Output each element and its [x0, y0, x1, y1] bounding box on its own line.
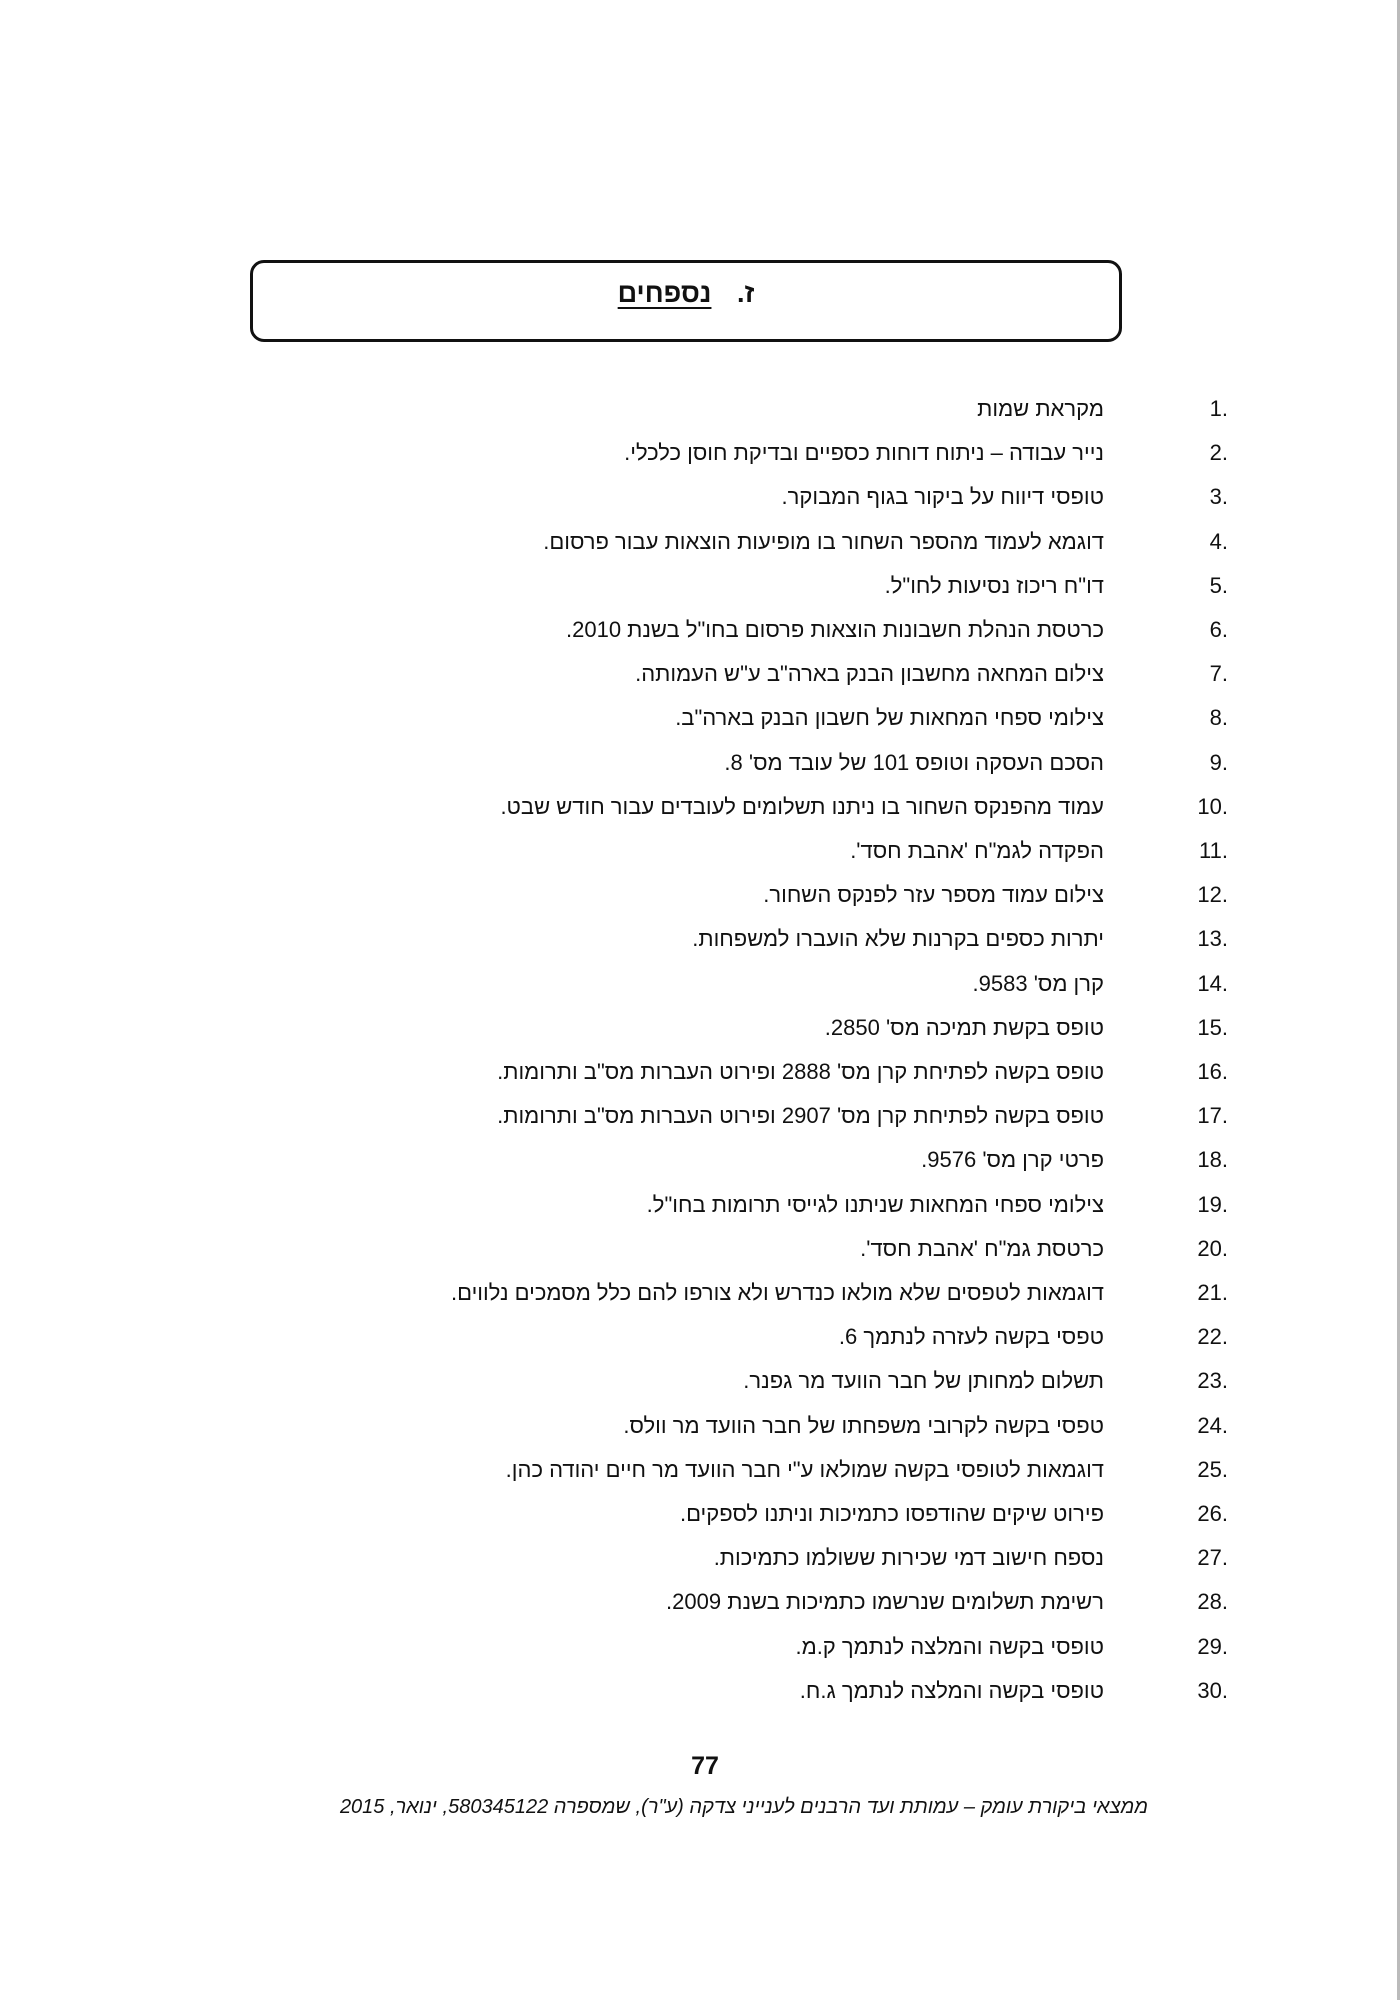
item-number: 27.: [1197, 1545, 1228, 1571]
list-item: [0, 1678, 1400, 1708]
list-item: [0, 1457, 1400, 1487]
list-item: [0, 484, 1400, 514]
item-text: צילום עמוד מספר עזר לפנקס השחור.: [763, 882, 1104, 908]
item-number: 10.: [1197, 793, 1228, 819]
item-text: נייר עבודה – ניתוח דוחות כספיים ובדיקת חוסן כלכלי.: [624, 440, 1104, 466]
list-item: [0, 971, 1400, 1001]
item-number: 16.: [1197, 1059, 1228, 1084]
item-number: 7.: [1209, 661, 1228, 687]
item-text: צילומי ספחי המחאות של חשבון הבנק בארה"ב.: [675, 705, 1104, 731]
item-text: טופסי בקשה והמלצה לנתמך ק.מ.: [795, 1633, 1104, 1659]
item-text: יתרות כספים בקרנות שלא הועברו למשפחות.: [692, 926, 1104, 952]
item-text: טופס בקשת תמיכה מס' 2850.: [824, 1014, 1104, 1040]
list-item: [0, 1634, 1400, 1664]
list-item: [0, 705, 1400, 735]
list-item: [0, 1192, 1400, 1222]
item-text: פרטי קרן מס' 9576.: [921, 1147, 1104, 1173]
item-number: 6.: [1209, 617, 1228, 642]
list-item: [0, 1147, 1400, 1177]
list-item: [0, 1015, 1400, 1045]
page-number: 77: [691, 1752, 719, 1780]
item-number: 23.: [1197, 1368, 1228, 1394]
item-text: רשימת תשלומים שנרשמו כתמיכות בשנת 2009.: [666, 1589, 1104, 1615]
list-item: [0, 794, 1400, 824]
item-text: עמוד מהפנקס השחור בו ניתנו תשלומים לעובדים עבור חודש שבט.: [500, 793, 1104, 819]
list-item: [0, 882, 1400, 912]
item-text: נספח חישוב דמי שכירות ששולמו כתמיכות.: [713, 1545, 1104, 1571]
item-text: טופס בקשה לפתיחת קרן מס' 2907 ופירוט העברות מס"ב ותרומות.: [497, 1103, 1104, 1129]
list-item: [0, 1368, 1400, 1398]
item-number: 30.: [1197, 1677, 1228, 1703]
item-text: צילומי ספחי המחאות שניתנו לגייסי תרומות בחו"ל.: [646, 1191, 1104, 1217]
item-text: טופס בקשה לפתיחת קרן מס' 2888 ופירוט העברות מס"ב ותרומות.: [497, 1059, 1104, 1084]
list-item: [0, 396, 1400, 426]
item-text: דוגמאות לטופסי בקשה שמולאו ע"י חבר הוועד מר חיים יהודה כהן.: [505, 1456, 1104, 1482]
list-item: [0, 1103, 1400, 1133]
item-number: 24.: [1197, 1412, 1228, 1438]
item-text: תשלום למחותן של חבר הוועד מר גפנר.: [743, 1368, 1104, 1394]
list-item: [0, 1324, 1400, 1354]
list-item: [0, 1501, 1400, 1531]
item-text: דוגמאות לטפסים שלא מולאו כנדרש ולא צורפו להם כלל מסמכים נלווים.: [451, 1280, 1104, 1305]
item-number: 21.: [1197, 1280, 1228, 1305]
item-number: 15.: [1197, 1014, 1228, 1040]
section-header: [250, 278, 1122, 309]
section-title: נספחים: [617, 278, 712, 308]
item-number: 22.: [1197, 1324, 1228, 1350]
list-item: [0, 573, 1400, 603]
list-item: [0, 750, 1400, 780]
item-number: 20.: [1197, 1235, 1228, 1261]
item-text: כרטסת גמ"ח 'אהבת חסד'.: [860, 1235, 1104, 1261]
list-item: [0, 617, 1400, 647]
item-number: 8.: [1209, 705, 1228, 731]
item-number: 12.: [1197, 882, 1228, 908]
item-number: 19.: [1197, 1191, 1228, 1217]
item-number: 13.: [1197, 926, 1228, 952]
list-item: [0, 1589, 1400, 1619]
item-text: כרטסת הנהלת חשבונות הוצאות פרסום בחו"ל בשנת 2010.: [565, 617, 1104, 642]
item-text: קרן מס' 9583.: [972, 970, 1104, 996]
page-footer: ממצאי ביקורת עומק – עמותת ועד הרבנים לענייני צדקה (ע"ר), שמספרה 580345122, ינואר, 2015: [339, 1796, 1148, 1818]
item-number: 29.: [1197, 1633, 1228, 1659]
item-text: דו"ח ריכוז נסיעות לחו"ל.: [884, 572, 1104, 598]
item-text: הסכם העסקה וטופס 101 של עובד מס' 8.: [724, 749, 1104, 775]
item-number: 9.: [1209, 749, 1228, 775]
list-item: [0, 440, 1400, 470]
item-number: 1.: [1209, 396, 1228, 421]
item-text: טופסי דיווח על ביקור בגוף המבוקר.: [781, 484, 1104, 510]
item-text: הפקדה לגמ"ח 'אהבת חסד'.: [850, 838, 1104, 863]
list-item: [0, 1236, 1400, 1266]
list-item: [0, 1545, 1400, 1575]
item-number: 4.: [1209, 528, 1228, 554]
item-number: 2.: [1209, 440, 1228, 466]
item-number: 18.: [1197, 1147, 1228, 1173]
item-text: מקראת שמות: [977, 396, 1104, 421]
list-item: [0, 661, 1400, 691]
item-number: 14.: [1197, 970, 1228, 996]
list-item: [0, 1059, 1400, 1089]
list-item: [0, 926, 1400, 956]
item-number: 25.: [1197, 1456, 1228, 1482]
item-text: פירוט שיקים שהודפסו כתמיכות וניתנו לספקים.: [679, 1501, 1104, 1526]
item-text: דוגמא לעמוד מהספר השחור בו מופיעות הוצאות עבור פרסום.: [543, 528, 1104, 554]
list-item: [0, 838, 1400, 868]
item-number: 3.: [1209, 484, 1228, 510]
item-text: צילום המחאה מחשבון הבנק בארה"ב ע"ש העמותה.: [635, 661, 1104, 687]
list-item: [0, 1413, 1400, 1443]
item-number: 17.: [1197, 1103, 1228, 1129]
list-item: [0, 1280, 1400, 1310]
list-item: [0, 529, 1400, 559]
item-number: 28.: [1197, 1589, 1228, 1615]
item-number: 26.: [1197, 1501, 1228, 1526]
item-text: טפסי בקשה לעזרה לנתמך 6.: [838, 1324, 1104, 1350]
item-text: טפסי בקשה לקרובי משפחתו של חבר הוועד מר וולס.: [623, 1412, 1104, 1438]
section-letter: ז.: [736, 278, 755, 308]
item-number: 5.: [1209, 572, 1228, 598]
item-number: 11.: [1199, 838, 1228, 863]
item-text: טופסי בקשה והמלצה לנתמך ג.ח.: [799, 1677, 1104, 1703]
